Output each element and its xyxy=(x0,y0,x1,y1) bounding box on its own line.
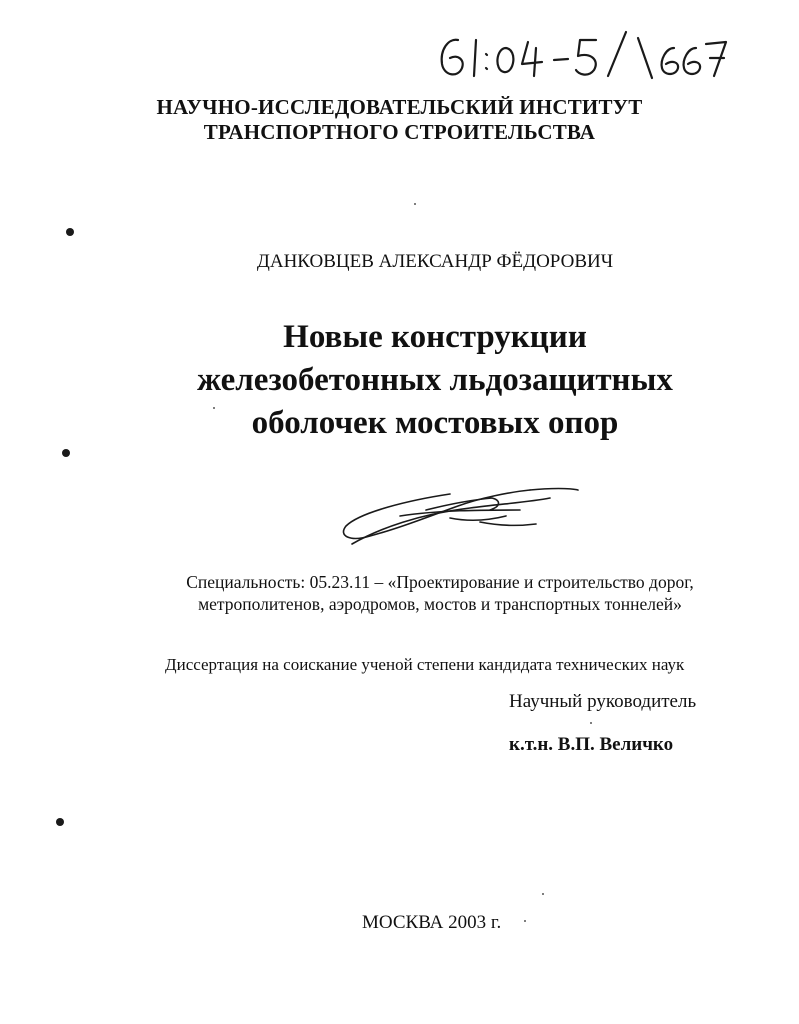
institute-line-1: НАУЧНО-ИССЛЕДОВАТЕЛЬСКИЙ ИНСТИТУТ xyxy=(156,95,643,119)
institute-line-2: ТРАНСПОРТНОГО СТРОИТЕЛЬСТВА xyxy=(203,120,596,144)
title-line-2: железобетонных льдозащитных xyxy=(197,362,673,398)
title-line-3: оболочек мостовых опор xyxy=(251,405,619,441)
handwritten-archive-code xyxy=(430,18,730,88)
scan-mark xyxy=(66,228,74,236)
scan-speck xyxy=(213,407,215,409)
specialty-line-2: метрополитенов, аэродромов, мостов и транспортных тоннелей» xyxy=(198,594,682,614)
scan-speck xyxy=(524,920,526,922)
scan-mark xyxy=(62,449,70,457)
title-line-1: Новые конструкции xyxy=(283,319,587,355)
scan-speck xyxy=(542,893,544,895)
dissertation-title xyxy=(0,316,799,445)
scan-speck xyxy=(590,722,592,724)
specialty xyxy=(0,571,799,615)
specialty-line-1: Специальность: 05.23.11 – «Проектирование и строительство дорог, xyxy=(186,572,694,592)
dissertation-degree: Диссертация на соискание ученой степени кандидата технических наук xyxy=(165,655,685,674)
author-name: ДАНКОВЦЕВ АЛЕКСАНДР ФЁДОРОВИЧ xyxy=(256,251,614,272)
scan-mark xyxy=(56,818,64,826)
supervisor-name: к.т.н. В.П. Величко xyxy=(509,734,674,755)
institute-name xyxy=(0,95,799,145)
author-signature xyxy=(330,478,590,553)
scan-speck xyxy=(414,203,416,205)
city-year: МОСКВА 2003 г. xyxy=(362,912,502,933)
supervisor-label: Научный руководитель xyxy=(509,691,697,712)
